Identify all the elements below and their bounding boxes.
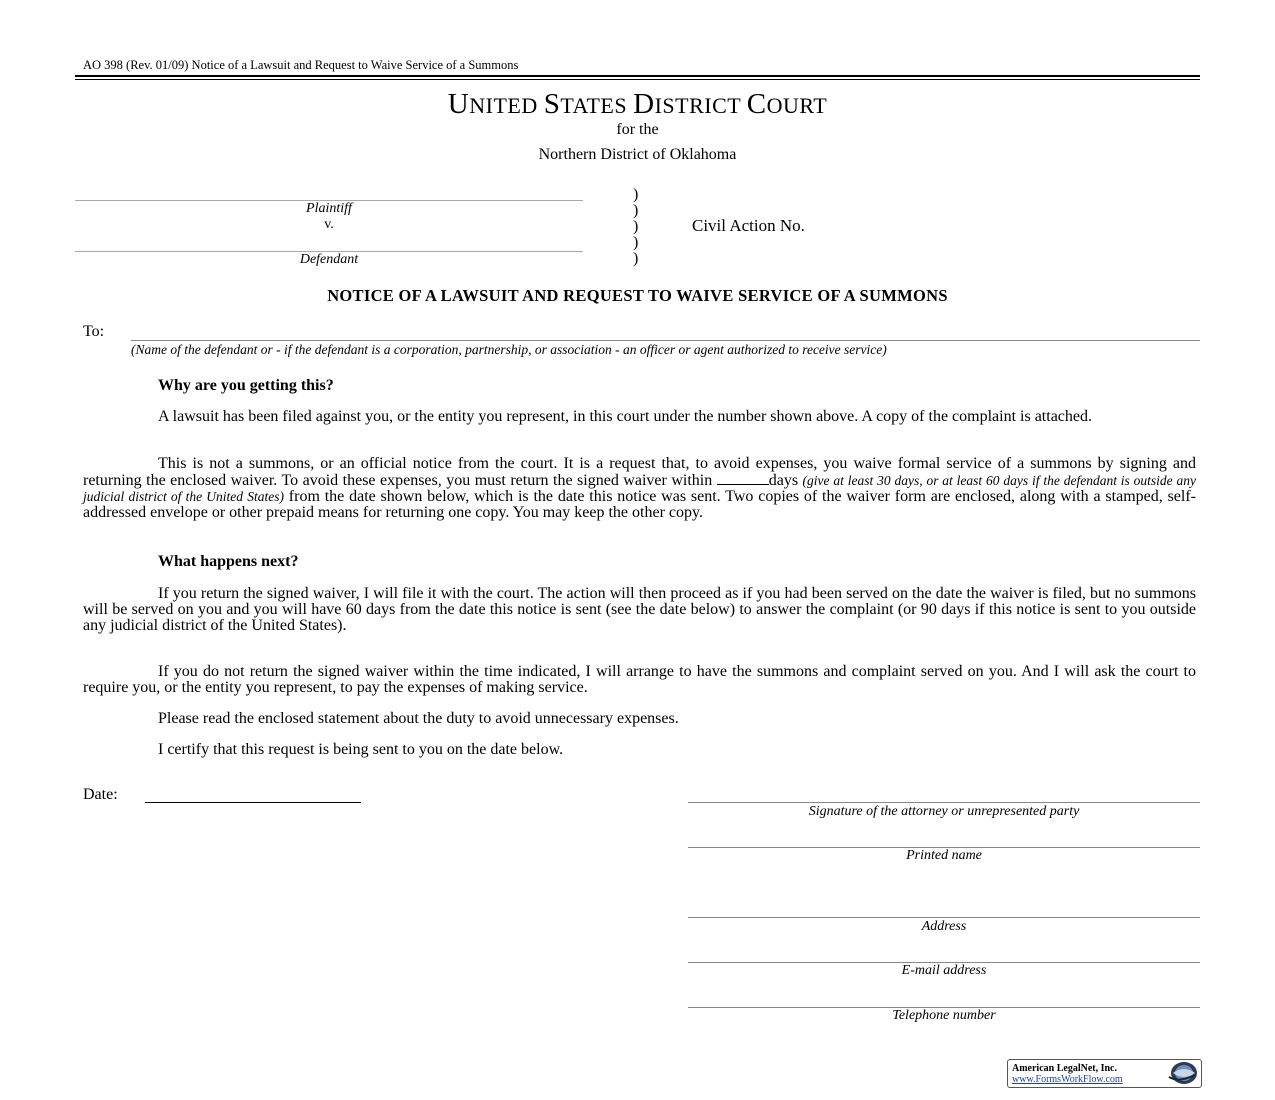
header-rule-thin xyxy=(75,79,1200,80)
days-field[interactable] xyxy=(717,472,769,485)
caption-paren: ) xyxy=(633,202,639,219)
form-id: AO 398 (Rev. 01/09) Notice of a Lawsuit and Request to Waive Service of a Summons xyxy=(83,58,519,72)
globe-icon xyxy=(1165,1061,1199,1085)
address-label: Address xyxy=(921,919,967,934)
signature-field[interactable] xyxy=(688,802,1200,803)
plaintiff-label: Plaintiff xyxy=(306,201,352,216)
civil-action-label: Civil Action No. xyxy=(692,216,805,235)
defendant-label: Defendant xyxy=(299,252,359,267)
printed-name-label: Printed name xyxy=(906,848,982,863)
court-title-part: ISTRICT xyxy=(654,93,747,118)
court-title-part: D xyxy=(633,88,655,120)
paragraph-6: I certify that this request is being sent to you on the date below. xyxy=(158,741,564,758)
next-heading: What happens next? xyxy=(158,553,299,570)
notice-title: NOTICE OF A LAWSUIT AND REQUEST TO WAIVE SERVICE OF A SUMMONS xyxy=(327,286,948,305)
caption-paren: ) xyxy=(633,218,639,235)
publisher-link[interactable]: www.FormsWorkFlow.com xyxy=(1012,1074,1123,1085)
court-title-part: C xyxy=(746,88,767,120)
court-title-part: U xyxy=(447,88,470,120)
paragraph-2-text: This is not a summons, or an official notice from the court. It is a request that, to avoid expenses, you waive formal service of a summons by signing and returning the enclosed waiver. To avoid these expenses, you must return the signed waiver within xyxy=(83,455,1196,489)
publisher-name: American LegalNet, Inc. xyxy=(1012,1063,1117,1074)
days-note: (give at least 30 days, or at least 60 days if the defendant is outside any judicial district of the United States) xyxy=(83,473,1197,504)
for-the: for the xyxy=(616,121,659,138)
signature-label: Signature of the attorney or unrepresented party xyxy=(808,804,1080,819)
date-field[interactable] xyxy=(145,802,361,803)
caption-paren: ) xyxy=(633,234,639,251)
paragraph-3: If you return the signed waiver, I will file it with the court. The action will then proceed as if you had been served on the date the waiver is filed, but no summons will be served on you and you will have 60 days from the date this notice is sent (see the date below) to answer the complaint (or 90 days if this notice is sent to you outside any judicial district of the United States). xyxy=(83,585,1196,634)
to-field[interactable] xyxy=(131,340,1200,341)
header-rule xyxy=(75,75,1200,77)
email-label: E-mail address xyxy=(901,963,987,978)
paragraph-2 xyxy=(83,456,1196,521)
court-title-part: TATES xyxy=(560,93,634,118)
district-name: Northern District of Oklahoma xyxy=(538,146,737,163)
court-title-part: S xyxy=(543,88,561,120)
caption-paren: ) xyxy=(633,186,639,203)
to-label: To: xyxy=(83,323,105,340)
versus-label: v. xyxy=(324,217,334,232)
court-title xyxy=(0,88,1275,121)
paragraph-1: A lawsuit has been filed against you, or the entity you represent, in this court under the number shown above. A copy of the complaint is attached. xyxy=(158,408,1092,425)
why-heading: Why are you getting this? xyxy=(158,377,334,394)
address-field[interactable] xyxy=(688,917,1200,918)
date-label: Date: xyxy=(83,786,118,803)
to-note: (Name of the defendant or - if the defendant is a corporation, partnership, or association - an officer or agent authorized to receive service) xyxy=(131,342,887,357)
caption-paren: ) xyxy=(633,250,639,267)
telephone-label: Telephone number xyxy=(892,1008,996,1023)
paragraph-4: If you do not return the signed waiver within the time indicated, I will arrange to have the summons and complaint served on you. And I will ask the court to require you, or the entity you represent, to pay the expenses of making service. xyxy=(83,663,1196,696)
paragraph-2-text-cont: from the date shown below, which is the date this notice was sent. Two copies of the waiver form are enclosed, along with a stamped, self-addressed envelope or other prepaid means for returning one copy. You may keep the other copy. xyxy=(83,488,1196,521)
paragraph-5: Please read the enclosed statement about the duty to avoid unnecessary expenses. xyxy=(158,710,679,727)
days-label: days xyxy=(768,472,799,489)
court-title-part: OURT xyxy=(766,93,828,118)
court-title-part: NITED xyxy=(469,93,544,118)
